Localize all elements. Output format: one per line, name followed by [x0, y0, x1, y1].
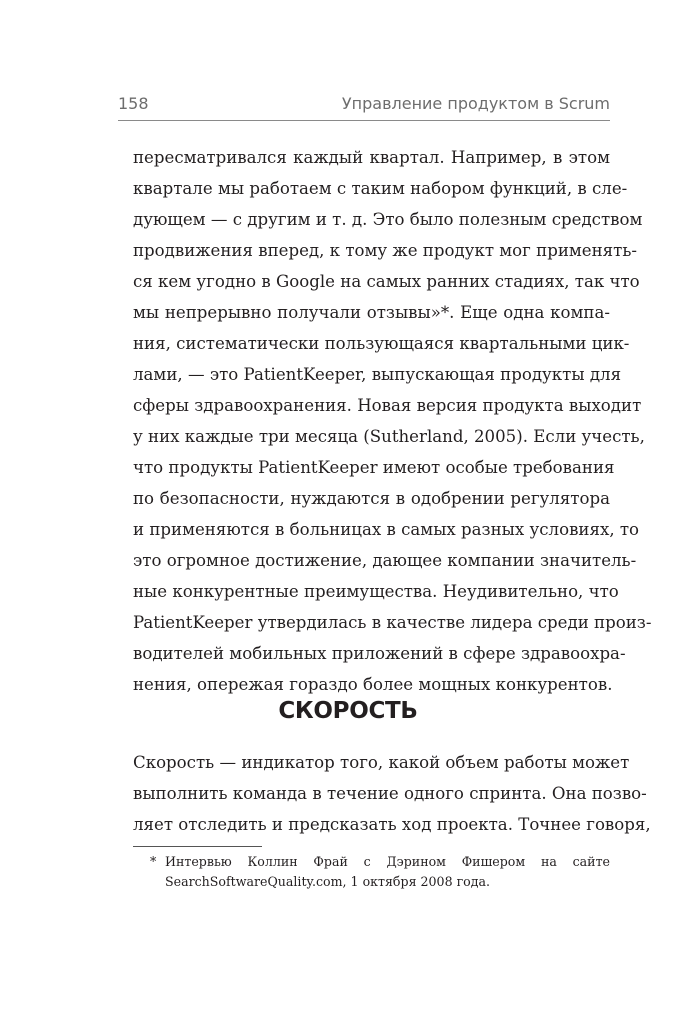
- text-line: пересматривался каждый квартал. Например, в этом: [133, 148, 610, 167]
- text-line: сферы здравоохранения. Новая версия продукта выходит: [133, 396, 642, 415]
- footnote: [150, 852, 610, 892]
- text-line: мы непрерывно получали отзывы»*. Еще одна компа-: [133, 303, 610, 322]
- text-line: дующем — с другим и т. д. Это было полезным средством: [133, 210, 643, 229]
- text-line: у них каждые три месяца (Sutherland, 2005). Если учесть,: [133, 427, 645, 446]
- paragraph-2: [133, 747, 651, 840]
- text-line: Интервью Коллин Фрай с Дэрином Фишером на сайте: [165, 854, 610, 869]
- text-line: квартале мы работаем с таким набором функций, в сле-: [133, 179, 628, 198]
- running-header: [118, 92, 610, 121]
- running-title: Управление продуктом в Scrum: [341, 94, 610, 113]
- text-line: это огромное достижение, дающее компании значитель-: [133, 551, 637, 570]
- text-line: лами, — это PatientKeeper, выпускающая продукты для: [133, 365, 622, 384]
- text-line: нения, опережая гораздо более мощных конкурентов.: [133, 675, 613, 694]
- footnote-marker: *: [150, 854, 157, 869]
- page-number: 158: [118, 94, 149, 113]
- footnote-divider: [133, 846, 262, 847]
- text-line: Скорость — индикатор того, какой объем работы может: [133, 753, 630, 772]
- text-line: PatientKeeper утвердилась в качестве лидера среди произ-: [133, 613, 652, 632]
- text-line: ляет отследить и предсказать ход проекта. Точнее говоря,: [133, 815, 651, 834]
- text-line: продвижения вперед, к тому же продукт мог применять-: [133, 241, 637, 260]
- paragraph-1: [133, 142, 652, 700]
- text-line: ся кем угодно в Google на самых ранних стадиях, так что: [133, 272, 640, 291]
- section-heading: СКОРОСТЬ: [278, 698, 418, 724]
- text-line: выполнить команда в течение одного спринта. Она позво-: [133, 784, 647, 803]
- text-line: водителей мобильных приложений в сфере здравоохра-: [133, 644, 626, 663]
- text-line: по безопасности, нуждаются в одобрении регулятора: [133, 489, 610, 508]
- text-line: ния, систематически пользующаяся квартальными цик-: [133, 334, 630, 353]
- text-line: SearchSoftwareQuality.com, 1 октября 2008 года.: [165, 874, 491, 889]
- text-line: ные конкурентные преимущества. Неудивительно, что: [133, 582, 619, 601]
- text-line: что продукты PatientKeeper имеют особые требования: [133, 458, 615, 477]
- text-line: и применяются в больницах в самых разных условиях, то: [133, 520, 640, 539]
